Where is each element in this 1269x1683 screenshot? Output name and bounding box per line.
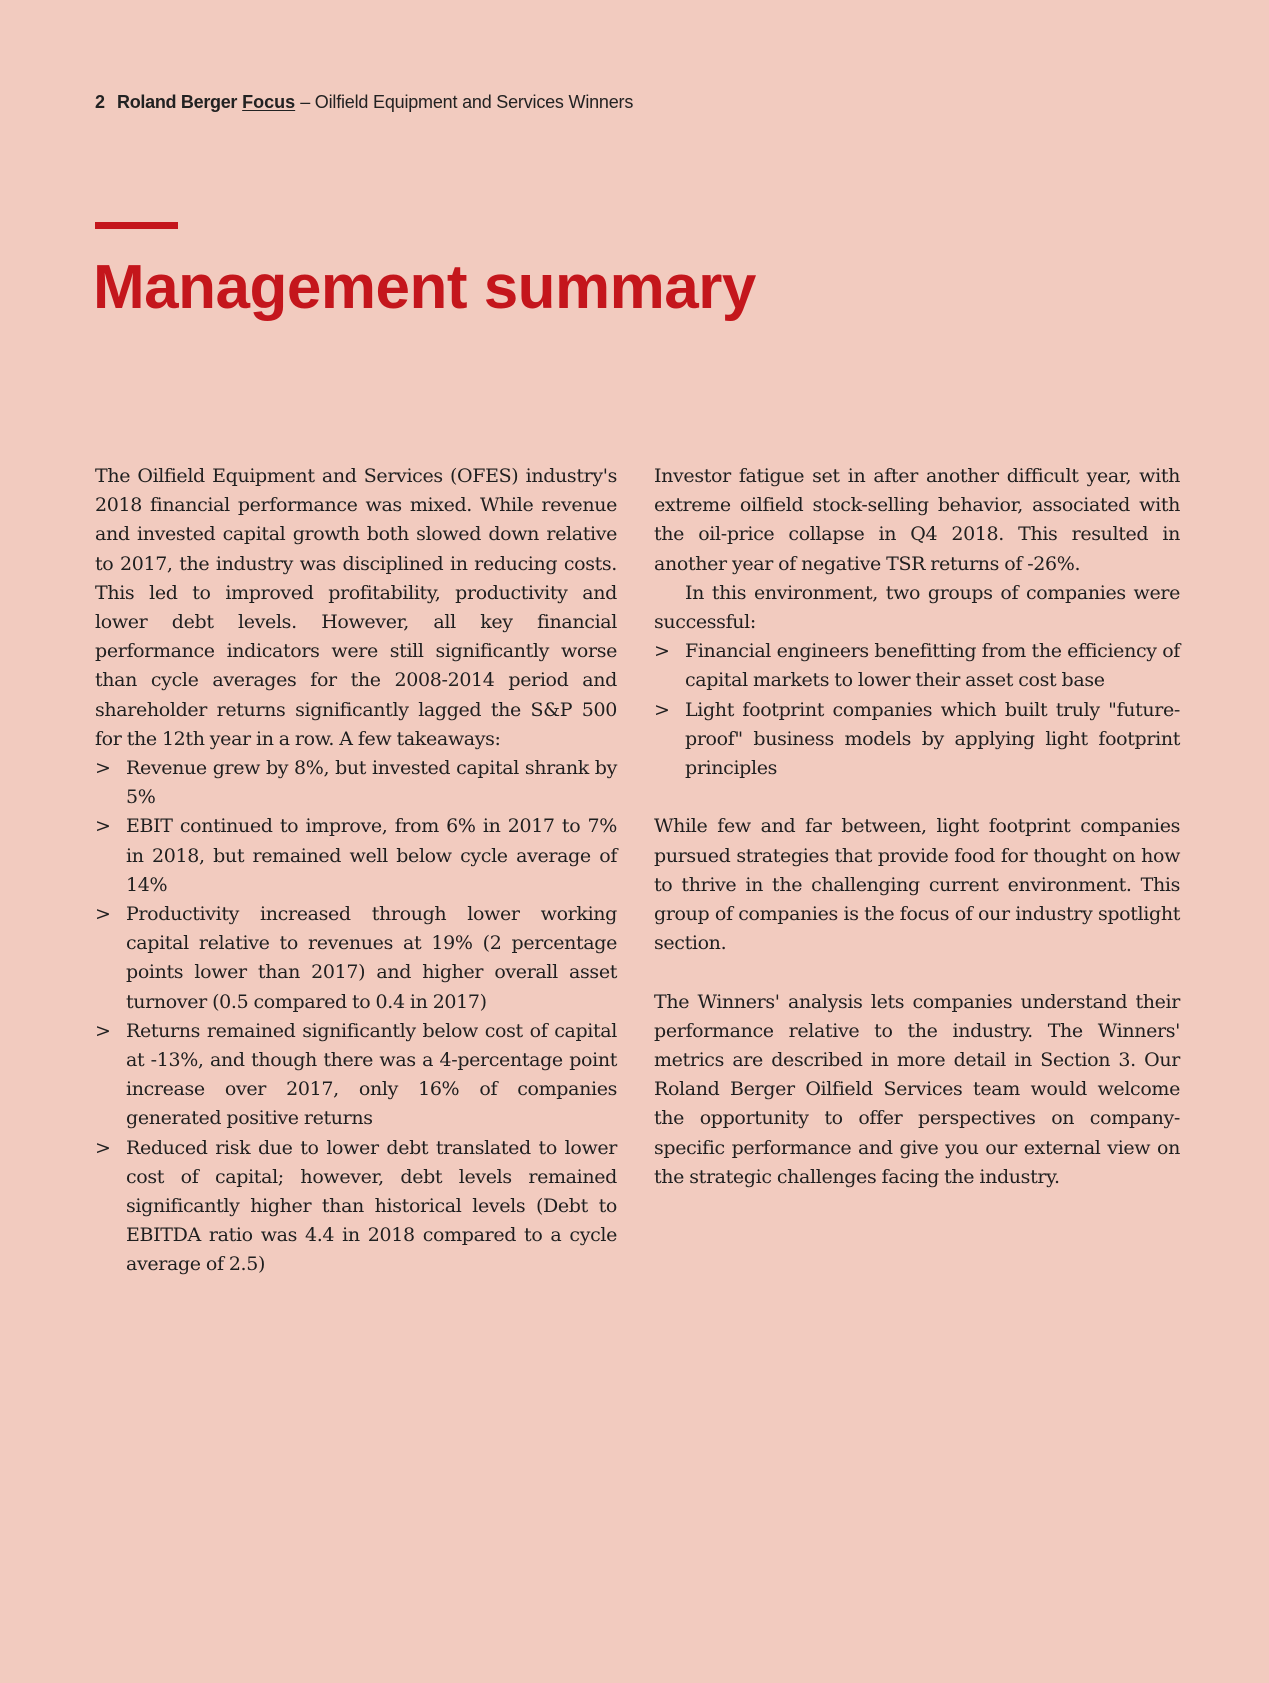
list-item (95, 812, 617, 900)
intro-paragraph: The Oilfield Equipment and Services (OFES) industry's 2018 financial performance was mixed. While revenue and invested capital growth both slowed down relative to 2017, the industry was disciplined in reducing costs. This led to improved profitability, productivity and lower debt levels. However, all key financial performance indicators were still significantly worse than cycle averages for the 2008-2014 period and shareholder returns significantly lagged the S&P 500 for the 12th year in a row. A few takeaways: (95, 465, 617, 750)
title-accent-rule (95, 222, 178, 229)
environment-paragraph: In this environment, two groups of companies were successful: (654, 581, 1180, 634)
takeaways-list (95, 754, 617, 1280)
list-item-text: Financial engineers benefitting from the efficiency of capital markets to lower their asset cost base (685, 640, 1180, 692)
winners-analysis-paragraph: The Winners' analysis lets companies understand their performance relative to the industry. The Winners' metrics are described in more detail in Section 3. Our Roland Berger Oilfield Services team would welcome the opportunity to offer perspectives on company-specific performance and give you our external view on the strategic challenges facing the industry. (654, 990, 1180, 1188)
list-item (95, 1134, 617, 1280)
bullet-marker: > (95, 1019, 111, 1042)
list-item-text: Revenue grew by 8%, but invested capital shrank by 5% (126, 757, 617, 809)
page-title: Management summary (93, 253, 756, 322)
list-item-text: Light footprint companies which built truly "future-proof" business models by applying light footprint principles (685, 698, 1180, 780)
right-column (654, 462, 1180, 1192)
light-footprint-paragraph: While few and far between, light footprint companies pursued strategies that provide food for thought on how to thrive in the challenging current environment. This group of companies is the focus of our industry spotlight section. (654, 815, 1180, 955)
list-item-text: Productivity increased through lower working capital relative to revenues at 19% (2 percentage points lower than 2017) and higher overall asset turnover (0.5 compared to 0.4 in 2017) (126, 903, 617, 1013)
list-item-text: EBIT continued to improve, from 6% in 2017 to 7% in 2018, but remained well below cycle average of 14% (126, 815, 617, 896)
list-item (95, 1017, 617, 1134)
bullet-marker: > (95, 1136, 111, 1159)
successful-groups-list (654, 637, 1180, 783)
bullet-marker: > (95, 903, 111, 926)
bullet-marker: > (95, 757, 111, 780)
left-column (95, 462, 617, 1280)
bullet-marker: > (654, 698, 670, 721)
bullet-marker: > (95, 815, 111, 838)
page-number: 2 (95, 92, 106, 112)
brand-name: Roland Berger (117, 92, 238, 112)
investor-fatigue-paragraph: Investor fatigue set in after another difficult year, with extreme oilfield stock-selling behavior, associated with the oil-price collapse in Q4 2018. This resulted in another year of negative TSR returns of -26%. (654, 465, 1180, 575)
list-item (654, 637, 1180, 695)
list-item (654, 696, 1180, 784)
running-header (95, 92, 633, 113)
list-item (95, 754, 617, 812)
publication-subtitle: – Oilfield Equipment and Services Winners (300, 92, 634, 112)
list-item-text: Reduced risk due to lower debt translated to lower cost of capital; however, debt levels remained significantly higher than historical levels (Debt to EBITDA ratio was 4.4 in 2018 compared to a cycle average of 2.5) (126, 1136, 617, 1276)
list-item-text: Returns remained significantly below cost of capital at -13%, and though there was a 4-percentage point increase over 2017, only 16% of companies generated positive returns (126, 1019, 617, 1130)
list-item (95, 900, 617, 1017)
bullet-marker: > (654, 640, 670, 663)
brand-focus: Focus (242, 92, 296, 112)
